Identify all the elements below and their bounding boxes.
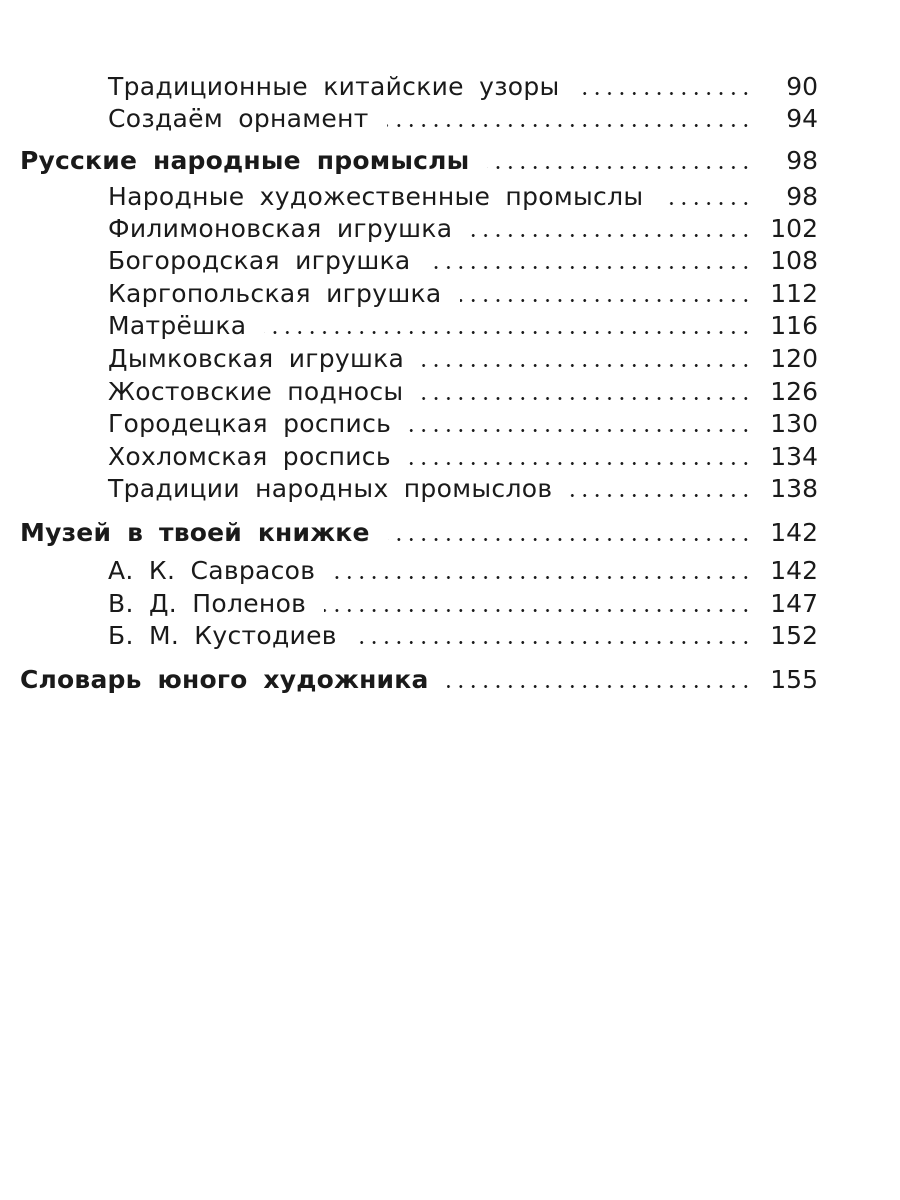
toc-dot-leader	[324, 609, 752, 612]
toc-section-row	[0, 663, 900, 697]
toc-section-row	[0, 144, 900, 178]
toc-entry-row	[0, 472, 900, 506]
toc-entry-title: Жостовские подносы	[108, 377, 404, 406]
toc-entry-title: Создаём орнамент	[108, 104, 369, 133]
toc-entry-title: Богородская игрушка	[108, 246, 411, 275]
toc-dot-leader	[429, 266, 752, 269]
toc-entry-title: Традиции народных промыслов	[108, 474, 553, 503]
toc-dot-leader	[409, 429, 752, 432]
toc-entry-row	[0, 277, 900, 311]
toc-entry-row	[0, 375, 900, 409]
toc-page-number: 90	[786, 72, 818, 101]
toc-entry-row	[0, 587, 900, 621]
toc-entry-title: Русские народные промыслы	[20, 146, 470, 175]
toc-page-number: 155	[770, 665, 818, 694]
toc-page-number: 142	[770, 518, 818, 547]
toc-dot-leader	[422, 364, 752, 367]
toc-entry-title: Городецкая роспись	[108, 409, 392, 438]
toc-page-number: 98	[786, 182, 818, 211]
toc-entry-row	[0, 180, 900, 214]
toc-entry-row	[0, 407, 900, 441]
toc-dot-leader	[421, 397, 752, 400]
toc-dot-leader	[447, 685, 752, 688]
toc-page-number: 102	[770, 214, 818, 243]
toc-entry-title: Словарь юного художника	[20, 665, 429, 694]
toc-page-number: 98	[786, 146, 818, 175]
toc-entry-title: В. Д. Поленов	[108, 589, 307, 618]
toc-entry-title: А. К. Саврасов	[108, 556, 316, 585]
toc-entry-title: Матрёшка	[108, 311, 247, 340]
toc-page-number: 138	[770, 474, 818, 503]
toc-entry-title: Дымковская игрушка	[108, 344, 405, 373]
toc-entry-title: Филимоновская игрушка	[108, 214, 453, 243]
toc-entry-row	[0, 440, 900, 474]
toc-entry-row	[0, 342, 900, 376]
toc-entry-row	[0, 244, 900, 278]
toc-dot-leader	[460, 299, 752, 302]
toc-page-number: 130	[770, 409, 818, 438]
toc-entry-row	[0, 554, 900, 588]
toc-entry-title: Музей в твоей книжке	[20, 518, 370, 547]
toc-entry-row	[0, 309, 900, 343]
toc-dot-leader	[355, 641, 752, 644]
toc-section-row	[0, 516, 900, 550]
toc-dot-leader	[661, 202, 752, 205]
toc-page-number: 120	[770, 344, 818, 373]
toc-dot-leader	[487, 166, 752, 169]
toc-entry-title: Традиционные китайские узоры	[108, 72, 560, 101]
toc-dot-leader	[264, 331, 752, 334]
toc-page-number: 134	[770, 442, 818, 471]
toc-entry-row	[0, 70, 900, 104]
toc-entry-row	[0, 212, 900, 246]
toc-dot-leader	[388, 538, 752, 541]
toc-page-number: 142	[770, 556, 818, 585]
toc-dot-leader	[409, 462, 752, 465]
toc-entry-title: Б. М. Кустодиев	[108, 621, 337, 650]
toc-entry-title: Каргопольская игрушка	[108, 279, 442, 308]
toc-dot-leader	[578, 92, 752, 95]
toc-entry-row	[0, 102, 900, 136]
toc-page-number: 94	[786, 104, 818, 133]
toc-page-number: 126	[770, 377, 818, 406]
toc-entry-row	[0, 619, 900, 653]
toc-page-number: 152	[770, 621, 818, 650]
toc-entry-title: Народные художественные промыслы	[108, 182, 644, 211]
toc-page-number: 147	[770, 589, 818, 618]
toc-dot-leader	[470, 234, 752, 237]
toc-page-number: 108	[770, 246, 818, 275]
toc-page-number: 112	[770, 279, 818, 308]
toc-dot-leader	[570, 494, 752, 497]
toc-dot-leader	[333, 576, 752, 579]
toc-dot-leader	[387, 124, 752, 127]
toc-entry-title: Хохломская роспись	[108, 442, 391, 471]
toc-page-number: 116	[770, 311, 818, 340]
